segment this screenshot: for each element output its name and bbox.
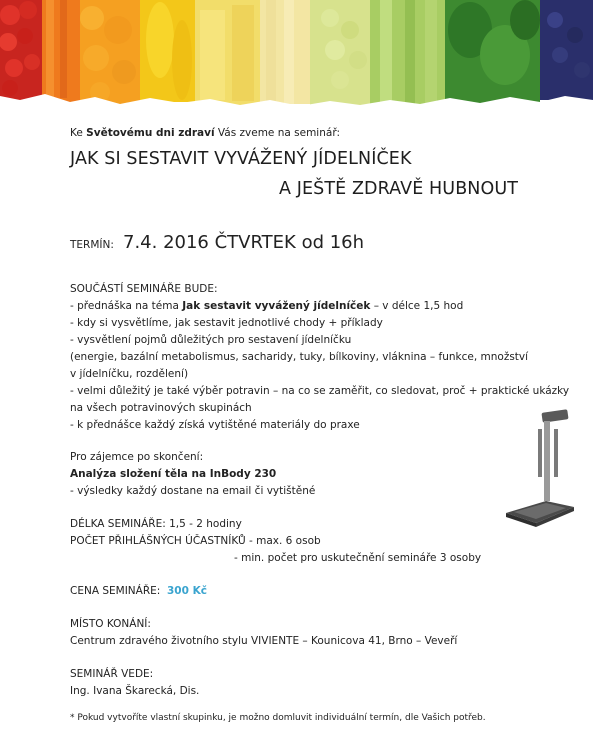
- intro-line: Ke Světovému dni zdraví Vás zveme na seminář:: [70, 127, 340, 139]
- program-line: na všech potravinových skupinách: [70, 402, 252, 414]
- program-line: (energie, bazální metabolismus, sacharidy, tuky, bílkoviny, vláknina – funkce, množství: [70, 351, 529, 363]
- program-line: - velmi důležitý je také výběr potravin – na co se zaměřit, co sledovat, proč + praktické ukázky: [70, 385, 570, 397]
- program-heading: SOUČÁSTÍ SEMINÁŘE BUDE:: [70, 283, 218, 295]
- title-line-1: JAK SI SESTAVIT VYVÁŽENÝ JÍDELNÍČEK: [70, 149, 412, 169]
- min-count-line: - min. počet pro uskutečnění semináře 3 osoby: [234, 552, 482, 564]
- count-line: POČET PŘIHLÁŠNÝCH ÚČASTNÍKŮ - max. 6 osob: [70, 535, 321, 547]
- after-heading: Pro zájemce po skončení:: [70, 451, 204, 463]
- program-line: - k přednášce každý získá vytištěné materiály do praxe: [70, 419, 360, 431]
- program-line: - kdy si vysvětlíme, jak sestavit jednotlivé chody + příklady: [70, 317, 383, 329]
- program-line: - přednáška na téma Jak sestavit vyvážený jídelníček – v délce 1,5 hod: [70, 300, 464, 312]
- price-value: 300 Kč: [167, 585, 207, 597]
- term-label: TERMÍN:: [70, 239, 114, 251]
- length-line: DÉLKA SEMINÁŘE: 1,5 - 2 hodiny: [70, 518, 242, 530]
- program-line: v jídelníčku, rozdělení): [70, 368, 189, 380]
- price-line: CENA SEMINÁŘE: 300 Kč: [70, 585, 207, 597]
- inbody-scale-image: [500, 405, 580, 530]
- place-label: MÍSTO KONÁNÍ:: [70, 618, 151, 630]
- program-line: - vysvětlení pojmů důležitých pro sestavení jídelníčku: [70, 334, 352, 346]
- place-value: Centrum zdravého životního stylu VIVIENTE – Kounicova 41, Brno – Veveří: [70, 635, 458, 647]
- lecturer-label: SEMINÁŘ VEDE:: [70, 668, 154, 680]
- vegetable-banner-image: [0, 0, 593, 108]
- term-line: [70, 232, 364, 253]
- after-bold: Analýza složení těla na InBody 230: [70, 468, 277, 480]
- lecturer-value: Ing. Ivana Škarecká, Dis.: [70, 685, 200, 697]
- after-line: - výsledky každý dostane na email či vytištěné: [70, 485, 316, 497]
- footnote: * Pokud vytvoříte vlastní skupinku, je možno domluvit individuální termín, dle Vašich potřeb.: [70, 713, 486, 723]
- term-value: 7.4. 2016 ČTVRTEK od 16h: [123, 232, 365, 253]
- title-line-2: A JEŠTĚ ZDRAVĚ HUBNOUT: [279, 179, 519, 199]
